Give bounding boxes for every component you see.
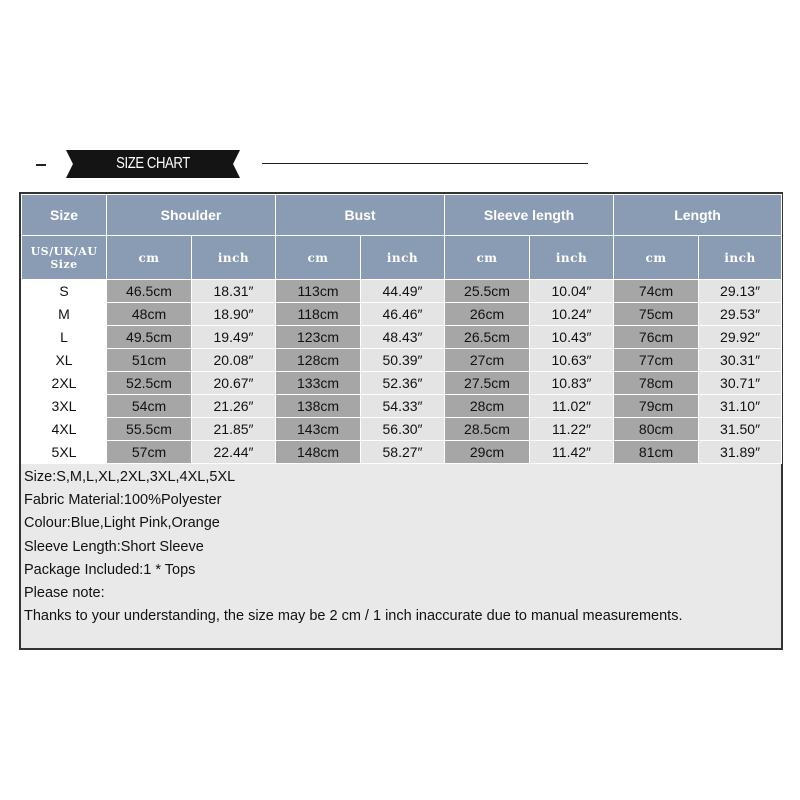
header-rule <box>262 163 588 164</box>
cell-length-cm: 76cm <box>614 326 699 349</box>
table-row <box>22 372 782 395</box>
header-size-region <box>22 236 107 280</box>
cell-shoulder-inch: 20.08″ <box>192 349 276 372</box>
cell-size: 2XL <box>22 372 107 395</box>
cell-length-inch: 31.10″ <box>699 395 782 418</box>
cell-length-inch: 31.50″ <box>699 418 782 441</box>
cell-shoulder-inch: 21.85″ <box>192 418 276 441</box>
table-row <box>22 280 782 303</box>
cell-shoulder-cm: 46.5cm <box>107 280 192 303</box>
header-length: Length <box>614 195 782 236</box>
cell-length-inch: 30.31″ <box>699 349 782 372</box>
cell-length-cm: 74cm <box>614 280 699 303</box>
cell-bust-cm: 148cm <box>276 441 361 464</box>
cell-sleeve-cm: 28cm <box>445 395 530 418</box>
size-chart-header <box>0 148 800 180</box>
cell-sleeve-cm: 26cm <box>445 303 530 326</box>
table-row <box>22 303 782 326</box>
cell-shoulder-cm: 55.5cm <box>107 418 192 441</box>
cell-length-inch: 29.92″ <box>699 326 782 349</box>
size-region-sublabel: Size <box>50 257 78 271</box>
header-bust: Bust <box>276 195 445 236</box>
cell-shoulder-cm: 48cm <box>107 303 192 326</box>
size-region-label: US/UK/AU <box>30 244 98 258</box>
cell-shoulder-inch: 18.31″ <box>192 280 276 303</box>
header-shoulder: Shoulder <box>107 195 276 236</box>
unit-cm: cm <box>107 236 192 280</box>
note-fabric: Fabric Material:100%Polyester <box>24 492 222 509</box>
product-notes <box>24 466 778 628</box>
cell-length-cm: 75cm <box>614 303 699 326</box>
size-chart-frame <box>19 192 783 650</box>
unit-inch: inch <box>699 236 782 280</box>
cell-sleeve-inch: 10.43″ <box>530 326 614 349</box>
table-row <box>22 326 782 349</box>
cell-size: 4XL <box>22 418 107 441</box>
header-sleeve-length: Sleeve length <box>445 195 614 236</box>
cell-bust-cm: 123cm <box>276 326 361 349</box>
cell-bust-inch: 58.27″ <box>361 441 445 464</box>
header-row-main <box>22 195 782 236</box>
cell-sleeve-cm: 27cm <box>445 349 530 372</box>
cell-sleeve-cm: 29cm <box>445 441 530 464</box>
note-package: Package Included:1 * Tops <box>24 561 196 578</box>
cell-shoulder-inch: 18.90″ <box>192 303 276 326</box>
size-table <box>21 194 782 464</box>
cell-shoulder-inch: 20.67″ <box>192 372 276 395</box>
table-row <box>22 349 782 372</box>
cell-size: S <box>22 280 107 303</box>
cell-bust-cm: 128cm <box>276 349 361 372</box>
cell-bust-inch: 44.49″ <box>361 280 445 303</box>
unit-inch: inch <box>361 236 445 280</box>
note-please-note: Please note: <box>24 585 105 602</box>
cell-bust-inch: 52.36″ <box>361 372 445 395</box>
cell-size: M <box>22 303 107 326</box>
unit-cm: cm <box>445 236 530 280</box>
note-sizes: Size:S,M,L,XL,2XL,3XL,4XL,5XL <box>24 469 236 485</box>
cell-length-cm: 79cm <box>614 395 699 418</box>
cell-sleeve-inch: 10.83″ <box>530 372 614 395</box>
cell-bust-inch: 46.46″ <box>361 303 445 326</box>
header-dash <box>36 164 46 166</box>
cell-sleeve-inch: 11.02″ <box>530 395 614 418</box>
note-measurement-disclaimer: Thanks to your understanding, the size may be 2 cm / 1 inch inaccurate due to manual measurements. <box>24 608 683 625</box>
cell-sleeve-cm: 25.5cm <box>445 280 530 303</box>
cell-bust-inch: 50.39″ <box>361 349 445 372</box>
cell-length-inch: 29.13″ <box>699 280 782 303</box>
unit-cm: cm <box>276 236 361 280</box>
cell-length-cm: 77cm <box>614 349 699 372</box>
cell-shoulder-cm: 57cm <box>107 441 192 464</box>
cell-bust-cm: 118cm <box>276 303 361 326</box>
cell-length-inch: 31.89″ <box>699 441 782 464</box>
banner-title: SIZE CHART <box>116 155 190 172</box>
cell-shoulder-inch: 21.26″ <box>192 395 276 418</box>
cell-length-cm: 78cm <box>614 372 699 395</box>
cell-bust-inch: 54.33″ <box>361 395 445 418</box>
cell-sleeve-inch: 10.24″ <box>530 303 614 326</box>
cell-sleeve-inch: 10.04″ <box>530 280 614 303</box>
unit-inch: inch <box>192 236 276 280</box>
cell-sleeve-inch: 11.22″ <box>530 418 614 441</box>
cell-shoulder-cm: 54cm <box>107 395 192 418</box>
note-colour: Colour:Blue,Light Pink,Orange <box>24 515 220 532</box>
cell-sleeve-inch: 11.42″ <box>530 441 614 464</box>
cell-length-cm: 80cm <box>614 418 699 441</box>
cell-sleeve-inch: 10.63″ <box>530 349 614 372</box>
cell-shoulder-inch: 19.49″ <box>192 326 276 349</box>
table-row <box>22 418 782 441</box>
cell-bust-cm: 113cm <box>276 280 361 303</box>
cell-sleeve-cm: 27.5cm <box>445 372 530 395</box>
cell-length-inch: 29.53″ <box>699 303 782 326</box>
cell-shoulder-cm: 52.5cm <box>107 372 192 395</box>
unit-inch: inch <box>530 236 614 280</box>
note-sleeve-length: Sleeve Length:Short Sleeve <box>24 538 204 555</box>
unit-cm: cm <box>614 236 699 280</box>
cell-size: 5XL <box>22 441 107 464</box>
cell-bust-inch: 56.30″ <box>361 418 445 441</box>
cell-length-cm: 81cm <box>614 441 699 464</box>
cell-shoulder-inch: 22.44″ <box>192 441 276 464</box>
cell-bust-cm: 138cm <box>276 395 361 418</box>
header-size: Size <box>22 195 107 236</box>
cell-sleeve-cm: 28.5cm <box>445 418 530 441</box>
cell-bust-cm: 133cm <box>276 372 361 395</box>
cell-size: L <box>22 326 107 349</box>
cell-bust-inch: 48.43″ <box>361 326 445 349</box>
cell-shoulder-cm: 49.5cm <box>107 326 192 349</box>
table-row <box>22 395 782 418</box>
cell-length-inch: 30.71″ <box>699 372 782 395</box>
table-row <box>22 441 782 464</box>
cell-size: XL <box>22 349 107 372</box>
cell-sleeve-cm: 26.5cm <box>445 326 530 349</box>
cell-size: 3XL <box>22 395 107 418</box>
cell-bust-cm: 143cm <box>276 418 361 441</box>
cell-shoulder-cm: 51cm <box>107 349 192 372</box>
header-row-units <box>22 236 782 280</box>
